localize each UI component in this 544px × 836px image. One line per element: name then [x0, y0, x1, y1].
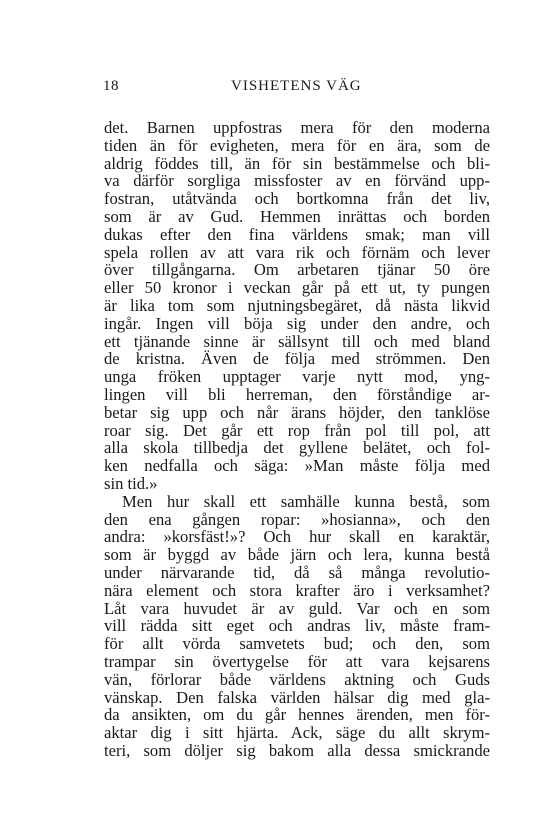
text-line: ken nedfalla och säga: »Man måste följa med [104, 456, 490, 476]
text-line: under närvarande tid, då så många revolutio- [104, 562, 490, 582]
text-line: för allt vörda samvetets bud; och den, som [104, 634, 490, 654]
text-line: sin tid.» [104, 473, 158, 493]
text-line: lingen vill bli herreman, den förståndige ar- [104, 384, 490, 404]
text-line: nära element och stora krafter äro i verksamhet? [104, 580, 490, 600]
text-line: aktar dig i sitt hjärta. Ack, säge du allt skrym- [104, 723, 490, 743]
text-line: det. Barnen uppfostras mera för den moderna [104, 118, 490, 137]
text-line: vill rädda sitt eget och andras liv, måste fram- [104, 616, 490, 636]
text-line: vän, förlorar både världens aktning och Guds [104, 669, 490, 689]
text-line: ett tjänande sinne är sällsynt till och med bland [104, 331, 490, 351]
text-line: spela rollen av att vara rik och förnäm och lever [104, 242, 490, 262]
text-line: va därför sorgliga missfoster av en förvänd upp- [104, 171, 490, 191]
running-title: VISHETENS VÄG [231, 78, 362, 94]
text-line: betar sig upp och når ärans höjder, den tanklöse [104, 402, 490, 422]
text-line: över tillgångarna. Om arbetaren tjänar 50 öre [104, 260, 490, 280]
text-line: dukas efter den fina världens smak; man vill [104, 224, 490, 244]
text-line: andra: »korsfäst!»? Och hur skall en karaktär, [104, 527, 490, 547]
text-line: fostran, utåtvända och bortkomna från det liv, [104, 189, 490, 209]
text-line: roar sig. Det går ett rop från pol till pol, att [104, 420, 490, 440]
text-line: vänskap. Den falska världen hälsar dig med gla- [104, 687, 490, 707]
text-line: Men hur skall ett samhälle kunna bestå, som [122, 491, 490, 511]
text-line: ingår. Ingen vill böja sig under den andre, och [104, 313, 490, 333]
text-line: den ena gången ropar: »hosianna», och den [104, 509, 490, 529]
text-line: eller 50 kronor i veckan går på ett ut, ty pungen [104, 278, 490, 298]
text-line: unga fröken upptager varje nytt mod, yng- [104, 367, 490, 387]
text-line: da ansikten, om du går hennes ärenden, men för- [104, 705, 490, 725]
text-line: som är av Gud. Hemmen inrättas och borden [104, 206, 490, 226]
text-line: som är byggd av både järn och lera, kunna bestå [104, 545, 490, 565]
text-line: aldrig föddes till, än för sin bestämmelse och bli- [104, 153, 490, 173]
text-line: alla skola tillbedja det gyllene belätet, och fol- [104, 438, 490, 458]
text-line: trampar sin övertygelse för att vara kejsarens [104, 651, 490, 671]
text-line: de kristna. Även de följa med strömmen. Den [104, 349, 490, 369]
page-number: 18 [103, 78, 119, 94]
text-line: Låt vara huvudet är av guld. Var och en som [104, 598, 490, 618]
text-line: är lika tom som njutningsbegäret, då nästa likvid [104, 295, 490, 315]
body-text [104, 119, 490, 760]
text-line: tiden än för evigheten, mera för en ära, som de [104, 135, 490, 155]
text-line: teri, som döljer sig bakom alla dessa smickrande [104, 740, 490, 760]
